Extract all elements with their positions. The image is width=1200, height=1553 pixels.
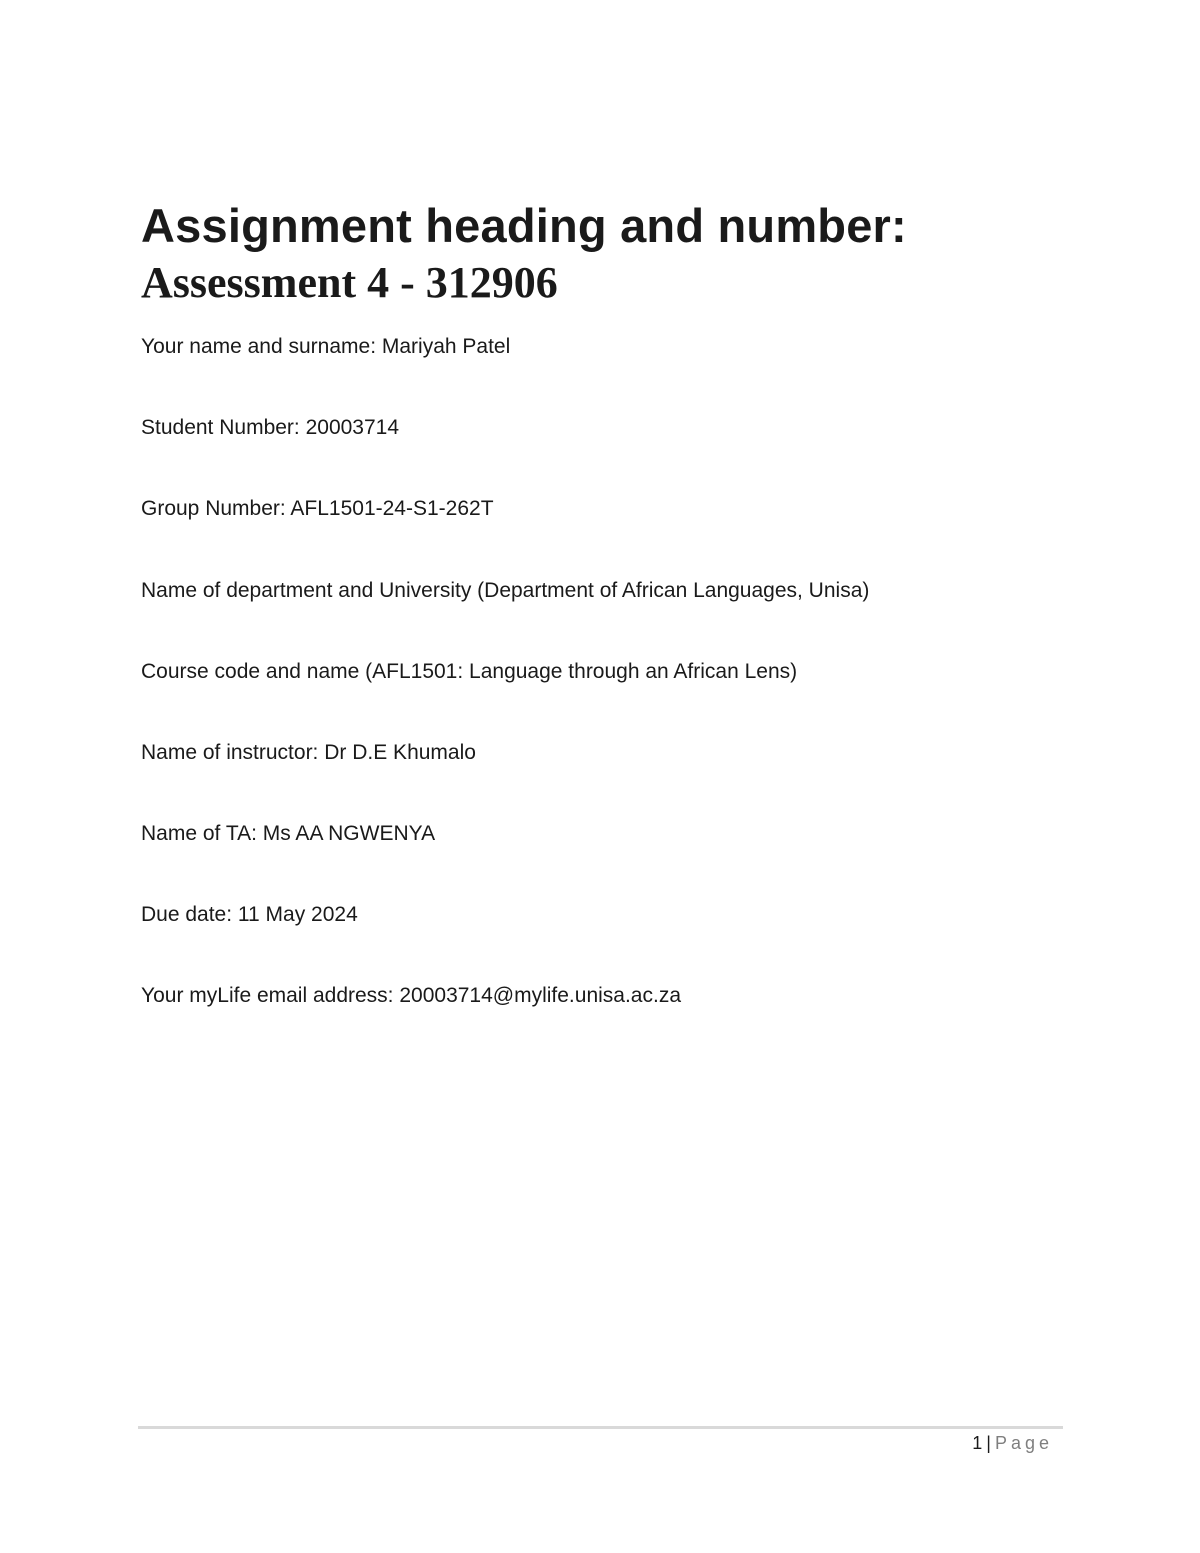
name-surname-field: Your name and surname: Mariyah Patel <box>141 335 511 358</box>
assignment-heading-value: Assessment 4 - 312906 <box>141 258 558 307</box>
student-number-field: Student Number: 20003714 <box>141 416 400 439</box>
department-university-field: Name of department and University (Department of African Languages, Unisa) <box>141 579 870 602</box>
page-number: 1 <box>972 1433 983 1453</box>
footer-divider <box>138 1426 1063 1429</box>
page-footer <box>972 1430 1053 1456</box>
assignment-heading-label: Assignment heading and number: <box>141 199 907 252</box>
group-number-field: Group Number: AFL1501-24-S1-262T <box>141 497 494 520</box>
page-word: Page <box>994 1433 1053 1453</box>
due-date-field: Due date: 11 May 2024 <box>141 903 358 926</box>
course-code-name-field: Course code and name (AFL1501: Language through an African Lens) <box>141 660 798 683</box>
instructor-name-field: Name of instructor: Dr D.E Khumalo <box>141 741 476 764</box>
footer-separator: | <box>986 1433 991 1453</box>
ta-name-field: Name of TA: Ms AA NGWENYA <box>141 822 436 845</box>
email-address-field: Your myLife email address: 20003714@mylife.unisa.ac.za <box>141 984 682 1007</box>
